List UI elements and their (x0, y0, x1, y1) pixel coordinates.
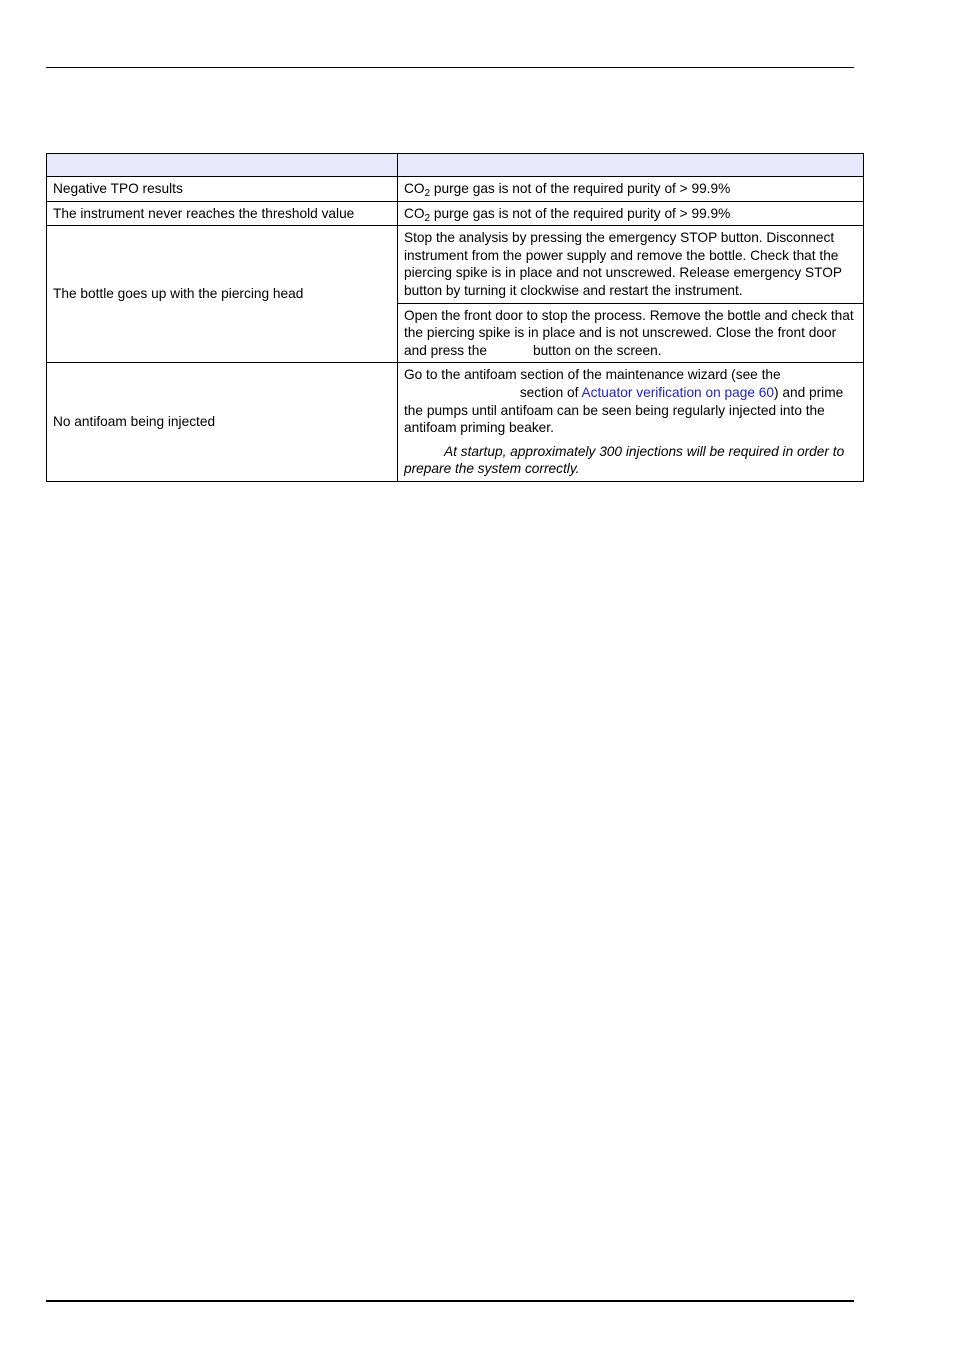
table-header-row (47, 154, 864, 177)
problem-cell (47, 201, 398, 226)
problem-cell (47, 363, 398, 482)
table-row (47, 226, 864, 303)
solution-cell (398, 363, 864, 482)
header-problem (47, 154, 398, 177)
header-solution (398, 154, 864, 177)
solution-text-post: button on the screen. (532, 342, 662, 358)
solution-text-pre: CO (404, 205, 425, 221)
problem-text: No antifoam being injected (53, 414, 216, 430)
solution-text-pre: Go to the antifoam section of the maintenance wizard (see the (404, 367, 781, 383)
troubleshooting-table (46, 153, 864, 482)
solution-cell (398, 177, 864, 202)
solution-text-post: purge gas is not of the required purity of > 99.9% (430, 205, 731, 221)
table-row (47, 363, 864, 482)
solution-text-pre: Open the front door to stop the process. Remove the bottle and check that the piercing spike is in place and is not unscrewed. Close the front door and press the (404, 307, 854, 358)
solution-text-pre: CO (404, 181, 425, 196)
solution-cell (398, 303, 864, 363)
problem-cell (47, 226, 398, 363)
footer-rule (46, 1300, 854, 1302)
table-row (47, 177, 864, 202)
solution-text-mid: section of (519, 384, 579, 400)
subscript: 2 (424, 188, 431, 199)
cross-reference-link[interactable]: Actuator verification on page 60 (581, 384, 774, 400)
problem-text: Negative TPO results (53, 181, 183, 196)
solution-text-post: purge gas is not of the required purity of > 99.9% (430, 181, 731, 196)
table-row (47, 201, 864, 226)
solution-cell (398, 226, 864, 303)
problem-cell (47, 177, 398, 202)
problem-text: The instrument never reaches the threshold value (53, 205, 355, 221)
solution-text: Stop the analysis by pressing the emergency STOP button. Disconnect instrument from the power supply and remove the bottle. Check that the piercing spike is in place and not unscrewed. Release emergency STOP button by turning it clockwise and restart the instrument. (404, 230, 842, 298)
header-rule (46, 67, 854, 68)
subscript: 2 (424, 212, 431, 224)
problem-text: The bottle goes up with the piercing head (53, 286, 304, 302)
solution-text-post: ) and prime the pumps until antifoam can be seen being regularly injected into the antifoam priming beaker. (404, 384, 844, 436)
solution-cell (398, 201, 864, 226)
note-text: At startup, approximately 300 injections will be required in order to prepare the system correctly. (404, 443, 845, 477)
